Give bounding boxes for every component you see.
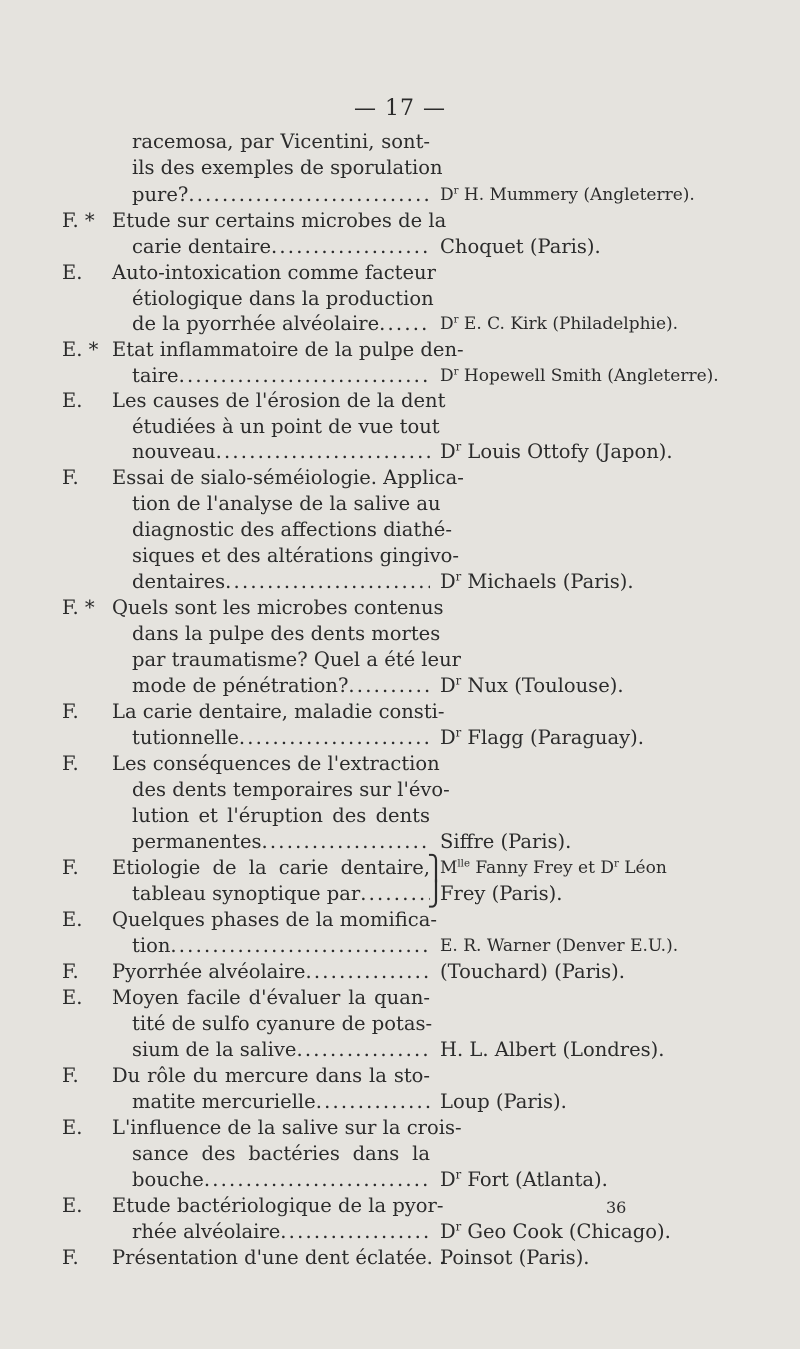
entry-title-line: des dents temporaires sur l'évo- [132,778,450,801]
entry-title-line: mode de pénétration? . . . [132,673,430,699]
entry-title-line: siques et des altérations gingivo- [132,544,459,567]
entry-author: $D^r$ Flagg (Paraguay). [440,725,644,749]
entry-author: $D^r$ E. C. Kirk (Philadelphie). [440,314,679,334]
entry-author: $D^r$ Geo Cook (Chicago). [440,1219,671,1243]
entry-title-line: tion . . . [132,933,430,959]
brace-mark: ⎫ [427,854,445,882]
entry-title-line: Etude bactériologique de la pyor- [112,1194,444,1217]
entry-code: F. * [62,209,95,232]
entry-author: $D^r$ Hopewell Smith (Angleterre). [440,366,719,386]
entry-title-line: Auto-intoxication comme facteur [112,261,436,284]
entry-title-line: Moyen facile d'évaluer la quan- [112,986,430,1009]
entry-title-line: L'influence de la salive sur la crois- [112,1116,462,1139]
entry-title-line: tion de l'analyse de la salive au [132,492,441,515]
entry-code: E. [62,261,83,284]
entry-title-line: Etiologie de la carie dentaire, [112,856,430,879]
entry-author: Poinsot (Paris). [440,1246,590,1269]
entry-author: Loup (Paris). [440,1090,567,1113]
entry-title-line: dentaires . . . [132,569,430,595]
entry-code: F. [62,700,79,723]
brace-mark: ⎭ [427,880,445,908]
entry-author: Choquet (Paris). [440,235,601,258]
entry-title-line: tutionnelle . . . [132,725,430,751]
entry-title-line: sance des bactéries dans la [132,1142,430,1165]
entry-code: F. [62,1064,79,1087]
entry-author: $D^r$ Louis Ottofy (Japon). [440,439,673,463]
entry-author: Siffre (Paris). [440,830,572,853]
entry-title-line: Essai de sialo-séméiologie. Applica- [112,466,464,489]
entry-title-line: Pyorrhée alvéolaire . . . [112,959,430,985]
entry-title-line: Quels sont les microbes contenus [112,596,444,619]
entry-code: E. [62,389,83,412]
entry-title-line: matite mercurielle . . . [132,1089,430,1115]
entry-title-line: pure? . . . [132,182,430,208]
entry-author: $D^r$ Fort (Atlanta). [440,1167,608,1191]
entry-code: E. [62,908,83,931]
entry-title-line: Présentation d'une dent éclatée. . [112,1246,446,1269]
entry-code: F. [62,960,79,983]
entry-code: F. [62,856,79,879]
entry-code: F. [62,1246,79,1269]
entry-author: E. R. Warner (Denver E.U.). [440,936,679,956]
entry-title-line: de la pyorrhée alvéolaire . . . [132,311,430,337]
entry-author: $M^{lle}$ Fanny Frey et $D^r$ Léon [440,858,667,878]
entry-title-line: bouche . . . [132,1167,430,1193]
entry-code: F. * [62,596,95,619]
entry-title-line: permanentes . . . [132,829,430,855]
entry-title-line: racemosa, par Vicentini, sont- [132,130,430,153]
entry-title-line: lution et l'éruption des dents [132,804,430,827]
entry-title-line: sium de la salive . . . [132,1037,430,1063]
entry-code: E. [62,1194,83,1217]
entry-title-line: La carie dentaire, maladie consti- [112,700,445,723]
entry-title-line: tableau synoptique par . . . [132,881,430,907]
entry-title-line: Du rôle du mercure dans la sto- [112,1064,430,1087]
entry-title-line: par traumatisme? Quel a été leur [132,648,461,671]
entry-title-line: Les conséquences de l'extraction [112,752,440,775]
page-number: — 17 — [354,96,446,121]
entry-author: (Touchard) (Paris). [440,960,625,983]
entry-code: F. [62,466,79,489]
entry-title-line: tité de sulfo cyanure de potas- [132,1012,433,1035]
entry-title-line: étudiées à un point de vue tout [132,415,440,438]
entry-title-line: étiologique dans la production [132,287,434,310]
entry-author: H. L. Albert (Londres). [440,1038,665,1061]
entry-code: F. [62,752,79,775]
entry-author: Frey (Paris). [440,882,563,905]
entry-title-line: Quelques phases de la momifica- [112,908,437,931]
entry-title-line: nouveau . . . [132,439,430,465]
entry-title-line: dans la pulpe des dents mortes [132,622,441,645]
entry-title-line: taire . . . [132,363,430,389]
entry-title-line: Etat inflammatoire de la pulpe den- [112,338,464,361]
entry-code: E. * [62,338,99,361]
entry-title-line: diagnostic des affections diathé- [132,518,452,541]
entry-title-line: Etude sur certains microbes de la [112,209,447,232]
entry-code: E. [62,1116,83,1139]
entry-author: $D^r$ Nux (Toulouse). [440,673,624,697]
entry-title-line: carie dentaire . . . [132,234,430,260]
entry-title-line: rhée alvéolaire . . . [132,1219,430,1245]
entry-title-line: ils des exemples de sporulation [132,156,443,179]
footer-signature: 36 [606,1198,627,1217]
entry-code: E. [62,986,83,1009]
entry-title-line: Les causes de l'érosion de la dent [112,389,446,412]
entry-author: $D^r$ Michaels (Paris). [440,569,634,593]
entry-author: $D^r$ H. Mummery (Angleterre). [440,185,695,205]
